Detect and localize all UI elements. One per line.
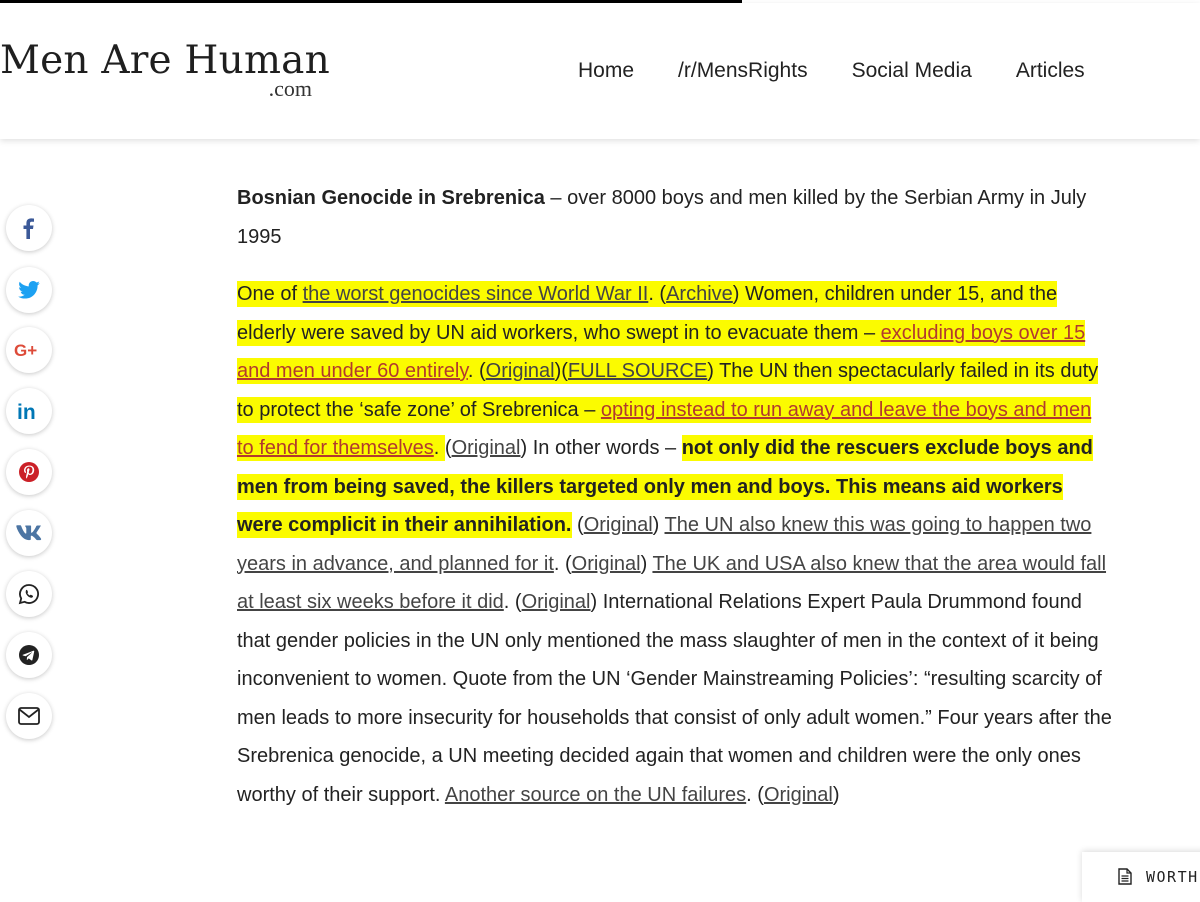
pinterest-icon [18,461,40,483]
share-facebook-button[interactable] [6,205,52,251]
linkedin-icon [17,400,41,422]
another-source-link[interactable]: Another source on the UN failures [444,783,747,806]
text-span: . ( [503,591,522,613]
text-span: )( [554,360,568,382]
text-span: ) [652,514,665,536]
nav-articles-link[interactable]: Articles [1015,59,1085,82]
original-link[interactable]: Original [763,783,833,806]
original-link[interactable]: Original [583,514,653,536]
opting-to-run-away-link[interactable]: opting instead to run away and leave the boys and men to fend for themselves [237,398,1092,459]
share-vk-button[interactable] [6,510,52,556]
original-link[interactable]: Original [451,437,521,459]
article-content [237,179,1112,814]
telegram-icon [18,644,40,666]
text-span: ) [832,783,840,806]
text-span: . ( [553,552,572,575]
site-header [0,3,1200,139]
text-span: . ( [648,283,667,305]
archive-link[interactable]: Archive [666,283,733,305]
worst-genocides-link[interactable]: the worst genocides since World War II [302,283,649,305]
twitter-icon [18,281,40,299]
share-google-plus-button[interactable] [6,327,52,373]
original-link[interactable]: Original [571,552,641,575]
facebook-icon [19,217,39,239]
logo-title[interactable]: Men Are Human [0,38,330,83]
uk-usa-knew-link[interactable]: The UK and USA also knew that the area would fall at least six weeks before it did [237,552,1107,613]
article-heading: Bosnian Genocide in Srebrenica [237,187,545,209]
text-span: ( [571,514,584,536]
text-span: ) The UN then spectacularly failed in its duty to protect the ‘safe zone’ of Srebrenica – [237,360,1099,421]
nav-mensrights-link[interactable]: /r/MensRights [678,59,808,82]
un-knew-link[interactable]: The UN also knew this was going to happen two years in advance, and planned for it [237,514,1092,575]
share-twitter-button[interactable] [6,267,52,313]
full-source-link[interactable]: FULL SOURCE [567,360,708,382]
logo-domain[interactable]: .com [268,76,312,101]
nav-social-media-link[interactable]: Social Media [851,59,972,82]
excluding-boys-link[interactable]: excluding boys over 15 and men under 60 entirely [237,321,1086,382]
vk-icon [16,525,42,541]
svg-text:G+: G+ [14,341,38,360]
google-plus-icon [14,340,44,360]
nav-home-link[interactable]: Home [578,59,635,82]
original-link[interactable]: Original [485,360,555,382]
worth-label: WORTH [1146,868,1199,886]
article-heading-paragraph [237,179,1112,256]
text-span: . ( [746,783,764,806]
email-icon [18,707,40,725]
original-link[interactable]: Original [521,591,591,613]
share-email-button[interactable] [6,693,52,739]
share-telegram-button[interactable] [6,632,52,678]
heading-description: – over 8000 boys and men killed by the Serbian Army in July 1995 [237,187,1087,248]
text-span: ) [640,552,653,575]
bold-text: not only did the rescuers exclude boys and men from being saved, the killers targeted only men and boys. This means aid workers were complicit in their annihilation. [237,437,1093,536]
main-nav [578,59,1085,83]
text-span: ( [444,437,452,459]
svg-text:in: in [17,401,36,422]
text-span: ) International Relations Expert Paula Drummond found that gender policies in the UN only mentioned the mass slaughter of men in the context of it being inconvenient to women. Quote from the UN ‘Gender Mainstreaming Policies’: “resulting scarcity of men leads to more insecurity for households that consist of only adult women.” Four years after the Srebrenica genocide, a UN meeting decided again that women and children were the only ones worthy of their support. [237,591,1112,806]
share-whatsapp-button[interactable] [6,571,52,617]
text-span: ) In other words – [520,437,682,459]
highlighted-passage [237,281,1098,461]
site-logo[interactable] [0,38,330,101]
whatsapp-icon [18,583,40,605]
share-linkedin-button[interactable] [6,388,52,434]
document-icon [1118,868,1132,885]
text-span: ) Women, children under 15, and the elderly were saved by UN aid workers, who swept in to evacuate them – [237,283,1058,344]
share-pinterest-button[interactable] [6,449,52,495]
text-span: One of [237,283,303,305]
text-span: . ( [467,360,486,382]
article-body-paragraph [237,275,1112,814]
worth-widget[interactable] [1082,852,1200,902]
text-span: . [433,437,445,459]
